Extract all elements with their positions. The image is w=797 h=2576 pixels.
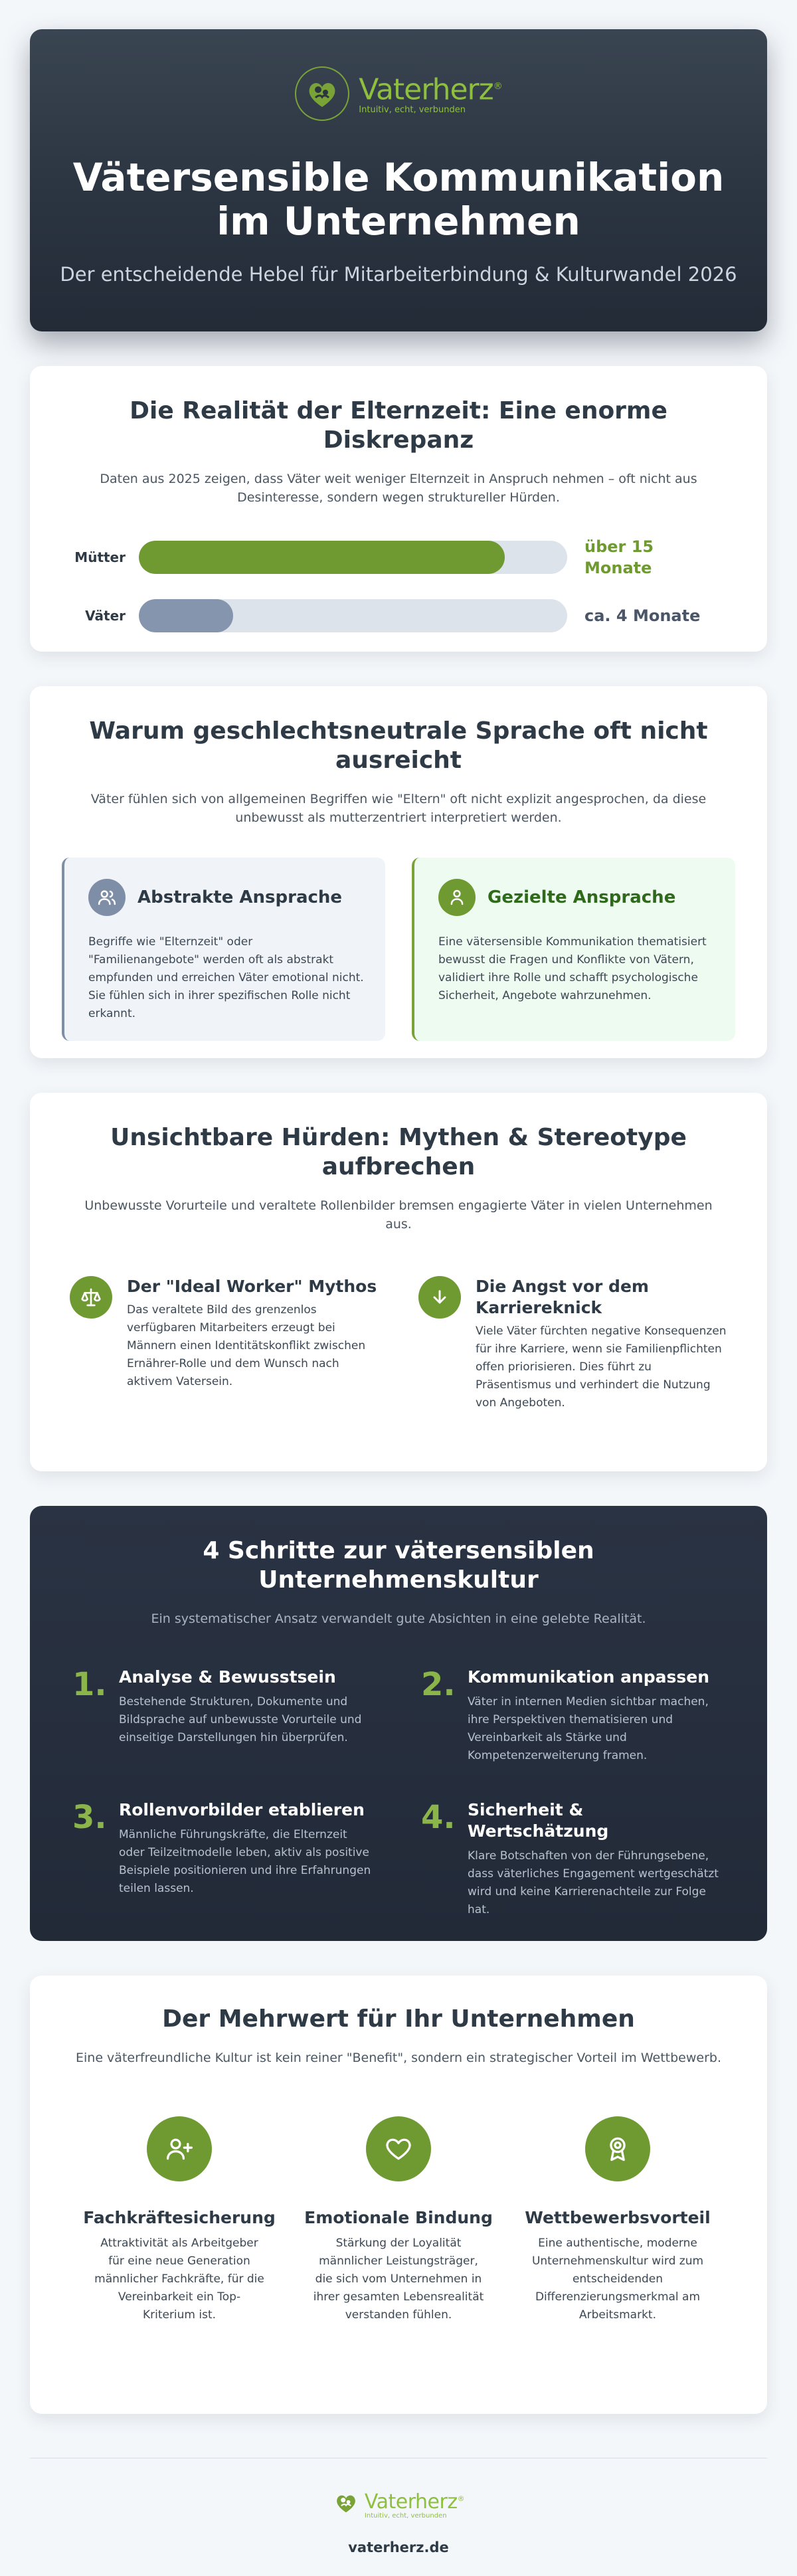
bar-track	[139, 599, 567, 632]
benefit-text: Stärkung der Loyalität männlicher Leistungsträger, die sich vom Unternehmen in ihrer gesamten Lebensrealität verstanden fühlen.	[313, 2237, 484, 2322]
heart-logo-icon	[295, 66, 349, 121]
step-title: Kommunikation anpassen	[468, 1667, 710, 1687]
bar-label: Mütter	[74, 549, 126, 565]
footer-brand-name: Vaterherz®	[364, 2490, 465, 2514]
benefit-title: Emotionale Bindung	[304, 2208, 493, 2227]
benefit-title: Fachkräftesicherung	[83, 2208, 276, 2227]
arrow-down-circle-icon	[418, 1276, 461, 1319]
page-subtitle: Der entscheidende Hebel für Mitarbeiterbindung & Kulturwandel 2026	[60, 263, 737, 286]
abstract-approach-text: Begriffe wie "Elternzeit" oder "Familienangebote" werden oft als abstrakt empfunden und erreichen Väter emotional nicht. Sie fühlen sich in ihrer spezifischen Rolle nicht erkannt.	[88, 935, 364, 1020]
user-check-icon	[438, 879, 476, 916]
myth-item	[418, 1276, 727, 1412]
users-icon	[88, 879, 126, 916]
bar-label: Väter	[85, 608, 126, 624]
myth-text: Das veraltete Bild des grenzenlos verfügbaren Mitarbeiters erzeugt bei Männern einen Identitätskonflikt zwischen Ernährer-Rolle und dem Wunsch nach aktivem Vatersein.	[127, 1303, 366, 1388]
section-title: Warum geschlechtsneutrale Sprache oft nicht ausreicht	[89, 717, 708, 774]
brand-tagline: Intuitiv, echt, verbunden	[359, 104, 466, 115]
targeted-approach-box	[412, 858, 735, 1041]
step-text: Bestehende Strukturen, Dokumente und Bildsprache auf unbewusste Vorurteile und einseitige Darstellungen hin überprüfen.	[119, 1695, 362, 1744]
step-number: 4.	[421, 1799, 456, 1836]
step-text: Väter in internen Medien sichtbar machen, ihre Perspektiven thematisieren und Vereinbarkeit als Stärke und Kompetenzerweiterung framen.	[468, 1695, 709, 1762]
section-subtitle: Eine väterfreundliche Kultur ist kein reiner "Benefit", sondern ein strategischer Vorteil im Wettbewerb.	[76, 2051, 721, 2065]
parental-leave-bars	[72, 537, 725, 636]
scale-icon	[70, 1276, 112, 1319]
section-title: Der Mehrwert für Ihr Unternehmen	[162, 2005, 635, 2033]
brand-name: Vaterherz®	[359, 72, 502, 107]
section-subtitle: Ein systematischer Ansatz verwandelt gute Absichten in eine gelebte Realität.	[151, 1611, 646, 1626]
step-title: Rollenvorbilder etablieren	[119, 1800, 365, 1819]
section-subtitle: Väter fühlen sich von allgemeinen Begriffen wie "Eltern" oft nicht explizit angesprochen, da diese unbewusst als mutterzentriert interpretiert werden.	[90, 792, 707, 825]
user-plus-icon	[147, 2116, 212, 2181]
myths-section	[30, 1093, 767, 1471]
step-number: 2.	[421, 1666, 456, 1703]
benefit-list	[70, 2116, 727, 2324]
bar-fill-fathers	[139, 599, 233, 632]
steps-section	[30, 1506, 767, 1941]
section-subtitle: Unbewusste Vorurteile und veraltete Rollenbilder bremsen engagierte Väter in vielen Unternehmen aus.	[84, 1198, 713, 1232]
bar-value: ca. 4 Monate	[584, 606, 701, 625]
website-link[interactable]: vaterherz.de	[348, 2539, 449, 2555]
abstract-approach-box	[62, 858, 385, 1041]
section-title: Die Realität der Elternzeit: Eine enorme Diskrepanz	[130, 397, 667, 454]
benefit-item	[70, 2116, 289, 2324]
brand-logo	[295, 66, 501, 121]
abstract-approach-title: Abstrakte Ansprache	[137, 887, 343, 907]
heart-icon	[366, 2116, 431, 2181]
myth-list	[70, 1276, 727, 1412]
benefit-text: Eine authentische, moderne Unternehmenskultur wird zum entscheidenden Differenzierungsmerkmal am Arbeitsmarkt.	[531, 2237, 704, 2322]
footer	[30, 2458, 767, 2555]
myth-title: Der "Ideal Worker" Mythos	[127, 1277, 377, 1296]
myth-text: Viele Väter fürchten negative Konsequenzen für ihre Karriere, wenn sie Familienpflichten offen priorisieren. Dies führt zu Präsentismus und verhindert die Nutzung von Angeboten.	[476, 1325, 727, 1410]
step-number: 3.	[72, 1799, 107, 1836]
award-icon	[585, 2116, 650, 2181]
footer-brand-tagline: Intuitiv, echt, verbunden	[364, 2512, 447, 2520]
step-title: Analyse & Bewusstsein	[119, 1667, 336, 1687]
section-title: 4 Schritte zur vätersensiblen Unternehmenskultur	[203, 1537, 594, 1594]
step-number: 1.	[72, 1666, 107, 1703]
step-text: Klare Botschaften von der Führungsebene, dass väterliches Engagement wertgeschätzt wird und keine Karrierenachteile zur Folge hat.	[468, 1849, 719, 1916]
targeted-approach-title: Gezielte Ansprache	[487, 887, 676, 907]
section-subtitle: Daten aus 2025 zeigen, dass Väter weit weniger Elternzeit in Anspruch nehmen – oft nicht aus Desinteresse, sondern wegen struktureller Hürden.	[100, 472, 697, 505]
heart-logo-icon	[333, 2490, 359, 2519]
bar-track	[139, 541, 567, 574]
bar-fill-mothers	[139, 541, 505, 574]
reality-section	[30, 366, 767, 652]
step-item	[72, 1799, 376, 1919]
targeted-approach-text: Eine vätersensible Kommunikation thematisiert bewusst die Fragen und Konflikte von Vätern, validiert ihre Rolle und schafft psychologische Sicherheit, Angebote wahrzunehmen.	[438, 935, 707, 1002]
footer-logo	[333, 2489, 464, 2520]
bar-row-fathers	[72, 596, 725, 636]
myth-item	[70, 1276, 379, 1412]
benefit-item	[289, 2116, 508, 2324]
value-section	[30, 1976, 767, 2414]
neutral-language-section	[30, 686, 767, 1058]
benefit-item	[508, 2116, 727, 2324]
page-title: Vätersensible Kommunikation im Unternehmen	[72, 155, 725, 244]
step-title: Sicherheit & Wertschätzung	[468, 1800, 609, 1841]
step-list	[72, 1667, 725, 1919]
bar-row-mothers	[72, 537, 725, 577]
step-text: Männliche Führungskräfte, die Elternzeit oder Teilzeitmodelle leben, aktiv als positive Beispiele positionieren und ihre Erfahrungen teilen lassen.	[119, 1828, 371, 1895]
comparison-boxes	[62, 858, 735, 1041]
step-item	[72, 1667, 376, 1765]
myth-title: Die Angst vor dem Karriereknick	[476, 1277, 649, 1317]
benefit-text: Attraktivität als Arbeitgeber für eine neue Generation männlicher Fachkräfte, für die Vereinbarkeit ein Top-Kriterium ist.	[94, 2237, 264, 2322]
benefit-title: Wettbewerbsvorteil	[525, 2208, 711, 2227]
bar-value: über 15 Monate	[584, 537, 654, 577]
step-item	[421, 1799, 725, 1919]
hero-banner	[30, 29, 767, 331]
step-item	[421, 1667, 725, 1765]
section-title: Unsichtbare Hürden: Mythen & Stereotype aufbrechen	[110, 1124, 687, 1180]
